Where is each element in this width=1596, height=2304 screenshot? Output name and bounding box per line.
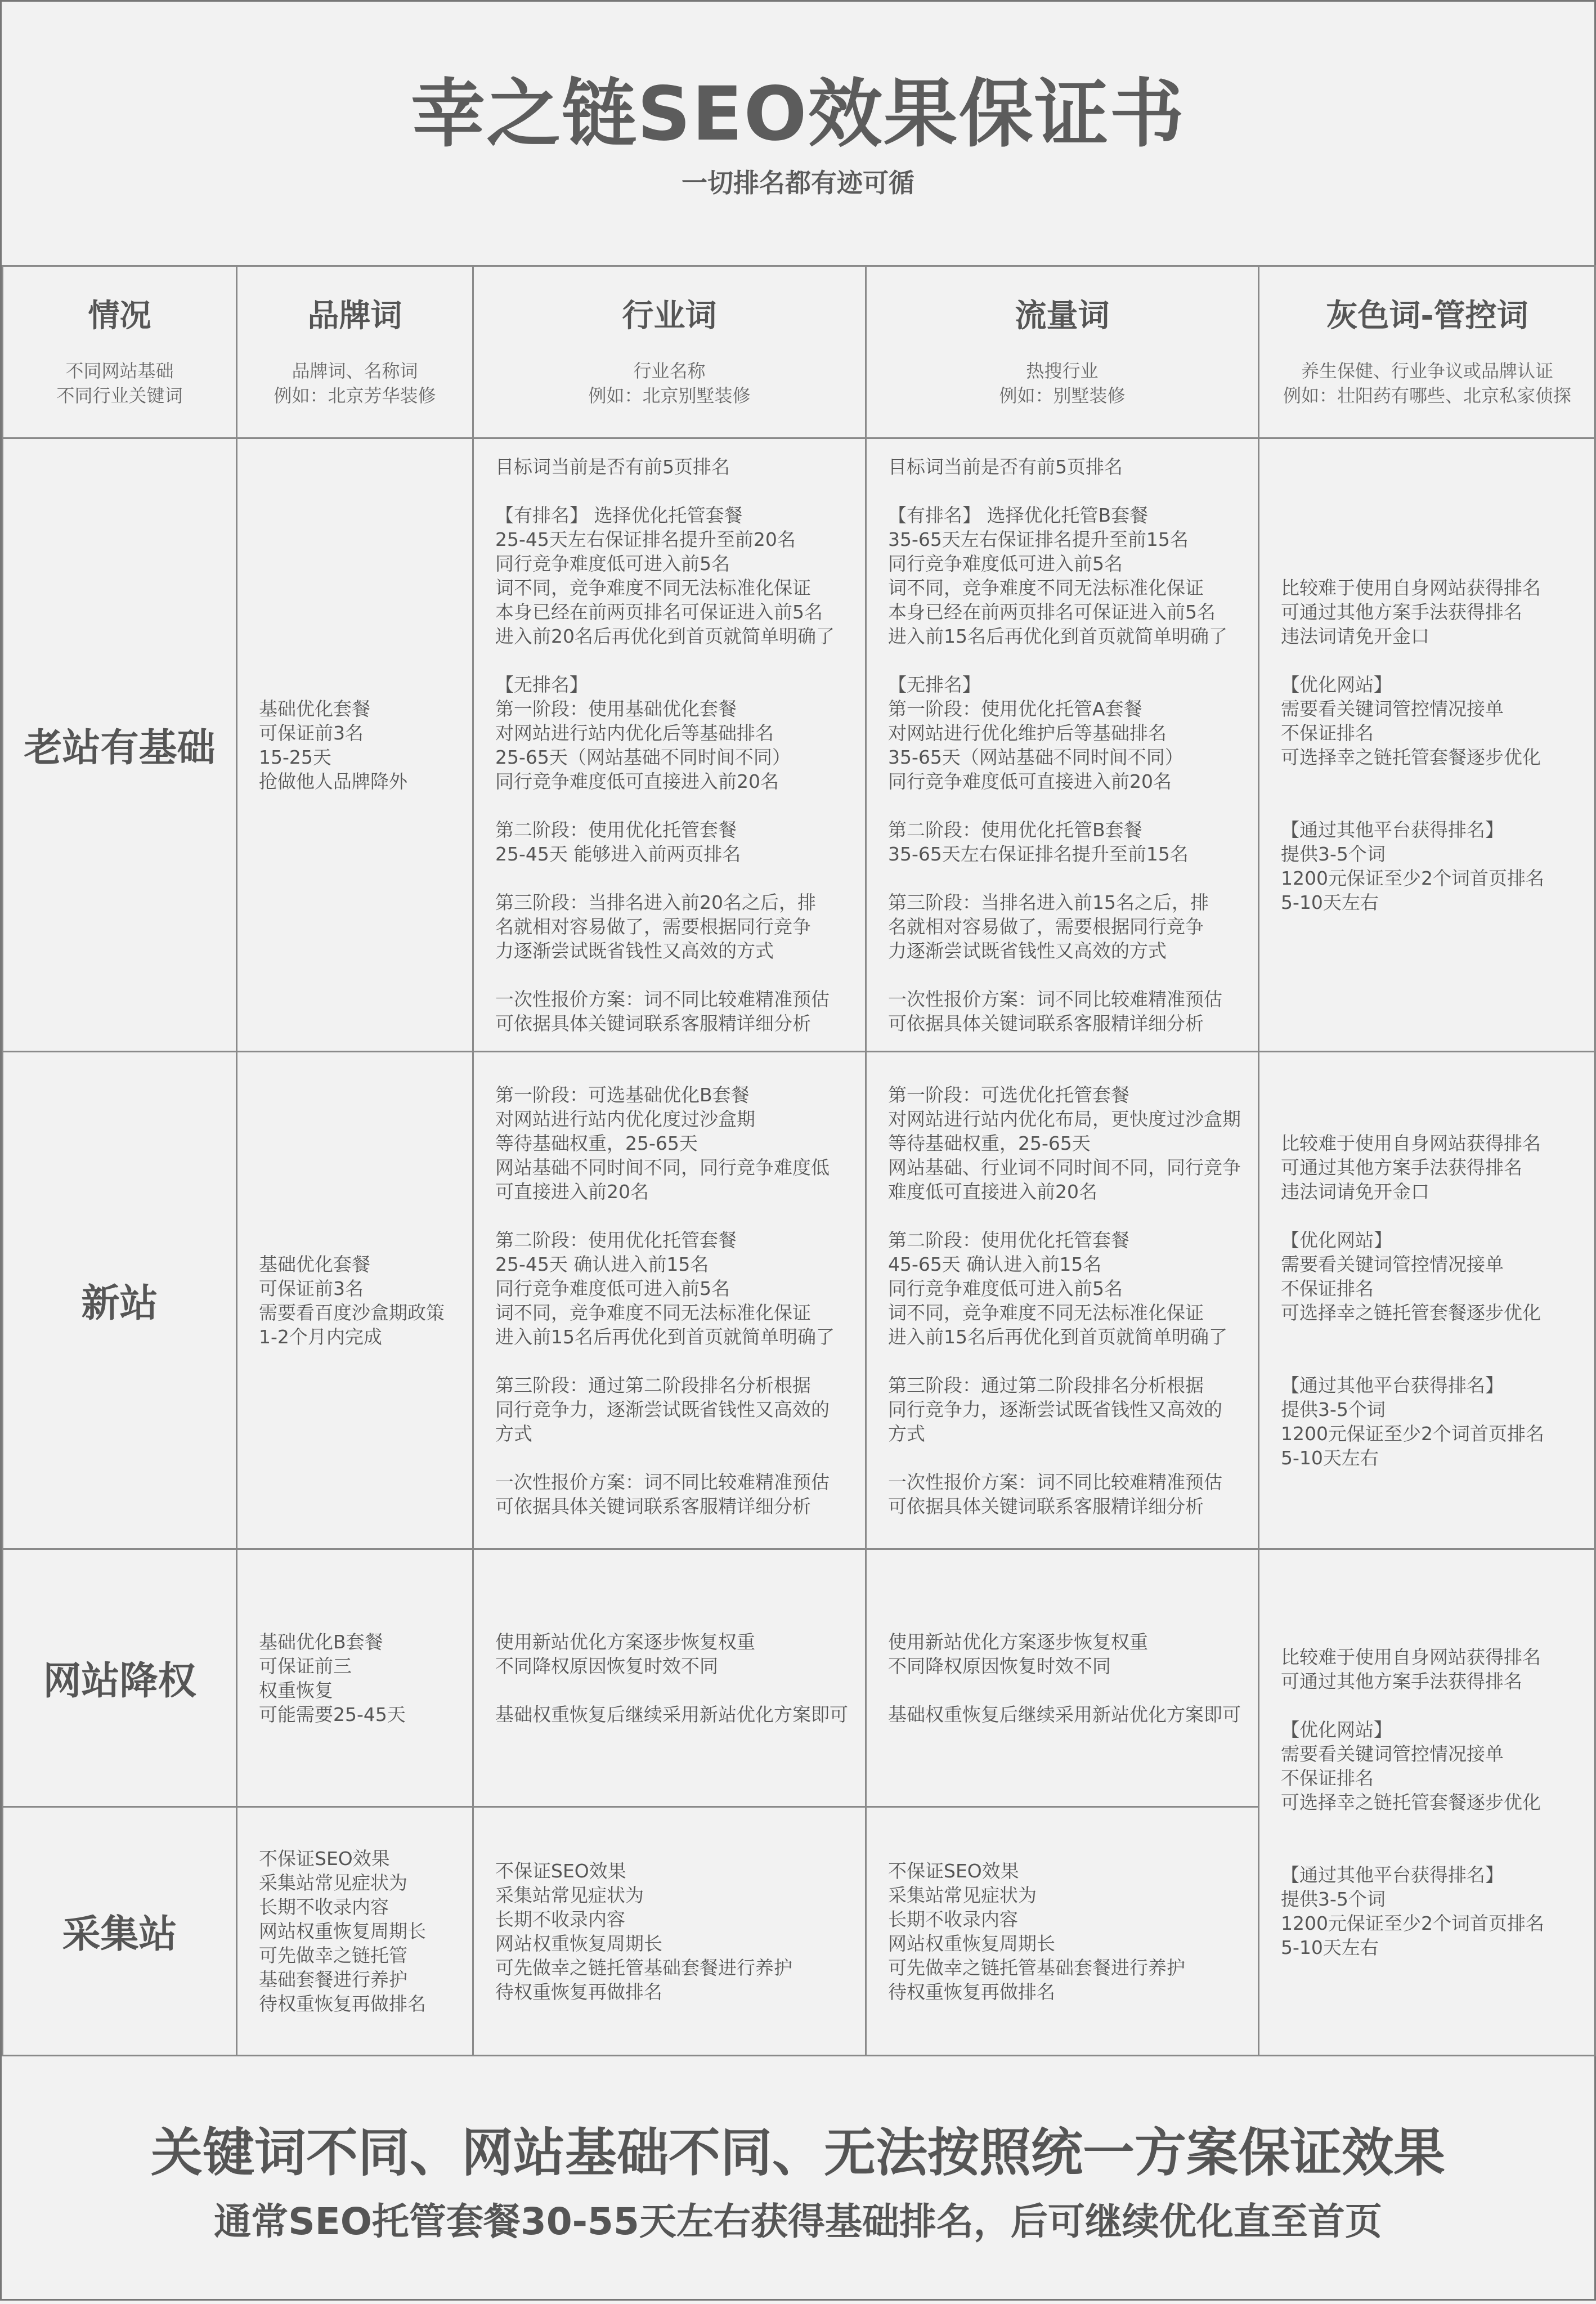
cell-line: 不保证排名: [1281, 1767, 1374, 1789]
cell-line: [495, 1349, 865, 1373]
cell-line: 不同降权原因恢复时效不同: [888, 1655, 1111, 1677]
cell-line: 需要看关键词管控情况接单: [1281, 1743, 1504, 1765]
industry-cell: [473, 438, 866, 1052]
cell-line: 同行竞争难度低可直接进入前20名: [495, 770, 779, 792]
cell-line: 词不同，竞争难度不同无法标准化保证: [888, 1301, 1204, 1324]
cell-line: 进入前15名后再优化到首页就简单明确了: [888, 625, 1227, 647]
cell-line: 第二阶段：使用优化托管B套餐: [888, 818, 1142, 841]
cell-line: 可先做幸之链托管基础套餐进行养护: [888, 1956, 1185, 1979]
column-heading: 灰色词-管控词: [1326, 297, 1528, 334]
cell-line: 【优化网站】: [1281, 673, 1392, 696]
cell-line: 待权重恢复再做排名: [259, 1993, 426, 2015]
cell-line: 采集站常见症状为: [495, 1884, 644, 1906]
cell-line: 同行竞争难度低可进入前5名: [495, 552, 730, 575]
cell-line: 需要看关键词管控情况接单: [1281, 1253, 1504, 1275]
cell-line: 25-45天 确认进入前15名: [495, 1253, 709, 1275]
cell-line: 可直接进入前20名: [495, 1180, 649, 1203]
row-label: 采集站: [3, 1807, 237, 2056]
cell-line: 本身已经在前两页排名可保证进入前5名: [495, 600, 823, 623]
cell-line: [1281, 769, 1595, 794]
cell-line: 方式: [888, 1422, 925, 1445]
page-title: 幸之链SEO效果保证书: [411, 71, 1185, 158]
cell-line: 违法词请免开金口: [1281, 625, 1429, 647]
cell-line: 本身已经在前两页排名可保证进入前5名: [888, 600, 1216, 623]
column-sub: 行业名称: [633, 360, 706, 382]
cell-line: 长期不收录内容: [259, 1896, 389, 1918]
cell-line: 权重恢复: [259, 1679, 333, 1701]
cell-line: 可依据具体关键词联系客服精详细分析: [495, 1495, 811, 1517]
cell-line: 不保证排名: [1281, 721, 1374, 744]
cell-line: [1281, 794, 1595, 818]
cell-line: 基础优化套餐: [259, 697, 370, 720]
cell-line: [1281, 1839, 1595, 1863]
cell-line: 5-10天左右: [1281, 891, 1379, 913]
cell-line: [888, 794, 1258, 818]
cell-line: 同行竞争力，逐渐尝试既省钱性又高效的: [888, 1398, 1222, 1420]
cell-line: 不同降权原因恢复时效不同: [495, 1655, 718, 1677]
row-label: 老站有基础: [3, 438, 237, 1052]
cell-line: 不保证SEO效果: [888, 1859, 1019, 1882]
cell-line: 一次性报价方案：词不同比较难精准预估: [495, 988, 830, 1010]
traffic-cell: [866, 1549, 1259, 1807]
cell-line: 可通过其他方案手法获得排名: [1281, 1670, 1522, 1692]
cell-line: 基础权重恢复后继续采用新站优化方案即可: [888, 1703, 1241, 1725]
brand-cell: [237, 1807, 473, 2056]
cell-line: 第二阶段：使用优化托管套餐: [495, 1229, 737, 1251]
cell-line: 方式: [495, 1422, 532, 1445]
cell-line: 可保证前3名: [259, 721, 364, 744]
seo-plan-table: [2, 265, 1596, 2056]
cell-line: 进入前20名后再优化到首页就简单明确了: [495, 625, 835, 647]
table-header-row: [3, 266, 1596, 438]
cell-line: 长期不收录内容: [495, 1908, 625, 1930]
cell-line: [495, 794, 865, 818]
column-header-situation: [3, 266, 237, 438]
cell-line: 名就相对容易做了，需要根据同行竞争: [495, 915, 811, 938]
cell-line: [1281, 1204, 1595, 1228]
cell-line: 第一阶段：使用基础优化套餐: [495, 697, 737, 720]
cell-line: 第三阶段：当排名进入前20名之后，排: [495, 891, 816, 913]
cell-line: 力逐渐尝试既省钱性又高效的方式: [495, 939, 774, 962]
cell-line: 词不同，竞争难度不同无法标准化保证: [495, 1301, 811, 1324]
cell-line: [1281, 1325, 1595, 1349]
cell-line: 基础优化B套餐: [259, 1630, 383, 1653]
cell-line: 可选择幸之链托管套餐逐步优化: [1281, 1791, 1541, 1813]
cell-line: 一次性报价方案：词不同比较难精准预估: [888, 988, 1222, 1010]
cell-line: [888, 479, 1258, 503]
cell-line: [495, 1204, 865, 1228]
brand-cell: [237, 438, 473, 1052]
cell-line: 需要看百度沙盒期政策: [259, 1301, 445, 1324]
column-header-industry: [473, 266, 866, 438]
cell-line: [495, 866, 865, 890]
brand-cell: [237, 1549, 473, 1807]
cell-line: 45-65天 确认进入前15名: [888, 1253, 1102, 1275]
cell-line: 基础套餐进行养护: [259, 1969, 407, 1991]
cell-line: 可依据具体关键词联系客服精详细分析: [495, 1012, 811, 1034]
column-header-gray: [1259, 266, 1596, 438]
cell-line: 难度低可直接进入前20名: [888, 1180, 1097, 1203]
industry-cell: [473, 1549, 866, 1807]
cell-line: 比较难于使用自身网站获得排名: [1281, 1132, 1541, 1154]
cell-line: 可依据具体关键词联系客服精详细分析: [888, 1495, 1204, 1517]
cell-line: [1281, 648, 1595, 673]
traffic-cell: [866, 438, 1259, 1052]
cell-line: 进入前15名后再优化到首页就简单明确了: [888, 1325, 1227, 1348]
cell-line: 提供3-5个词: [1281, 1888, 1386, 1910]
cell-line: 【无排名】: [888, 673, 981, 696]
table-row-downgraded: [3, 1549, 1596, 1807]
cell-line: 名就相对容易做了，需要根据同行竞争: [888, 915, 1204, 938]
cell-line: 可保证前三: [259, 1655, 352, 1677]
brand-cell: [237, 1052, 473, 1549]
cell-line: 目标词当前是否有前5页排名: [495, 455, 730, 478]
cell-line: [888, 1204, 1258, 1228]
cell-line: 可依据具体关键词联系客服精详细分析: [888, 1012, 1204, 1034]
column-header-brand: [237, 266, 473, 438]
cell-line: 可能需要25-45天: [259, 1703, 406, 1725]
cell-line: 第三阶段：通过第二阶段排名分析根据: [495, 1374, 811, 1396]
column-sub: 不同网站基础: [65, 360, 174, 382]
cell-line: 可选择幸之链托管套餐逐步优化: [1281, 1301, 1541, 1324]
cell-line: 25-65天（网站基础不同时间不同）: [495, 746, 791, 768]
cell-line: 一次性报价方案：词不同比较难精准预估: [495, 1471, 830, 1493]
gray-cell: [1259, 1052, 1596, 1549]
cell-line: 第一阶段：可选基础优化B套餐: [495, 1083, 750, 1106]
cell-line: 【有排名】 选择优化托管套餐: [495, 504, 743, 526]
cell-line: 【通过其他平台获得排名】: [1281, 1864, 1504, 1886]
gray-cell: [1259, 438, 1596, 1052]
cell-line: 基础优化套餐: [259, 1253, 370, 1275]
cell-line: 35-65天左右保证排名提升至前15名: [888, 842, 1189, 865]
page-subtitle: 一切排名都有迹可循: [682, 168, 914, 198]
cell-line: 不保证排名: [1281, 1277, 1374, 1299]
footer-statement: 关键词不同、网站基础不同、无法按照统一方案保证效果: [150, 2123, 1445, 2183]
cell-line: 第三阶段：当排名进入前15名之后，排: [888, 891, 1209, 913]
cell-line: [495, 479, 865, 503]
document-footer: [2, 2055, 1594, 2304]
cell-line: 同行竞争难度低可进入前5名: [888, 552, 1123, 575]
column-sub: 例如：壮阳药有哪些、北京私家侦探: [1283, 384, 1571, 406]
column-heading: 情况: [88, 297, 151, 334]
cell-line: 网站基础、行业词不同时间不同，同行竞争: [888, 1156, 1241, 1178]
gray-cell: [1259, 1549, 1596, 2056]
cell-line: 不保证SEO效果: [495, 1859, 626, 1882]
cell-line: 对网站进行站内优化布局，更快度过沙盒期: [888, 1108, 1241, 1130]
cell-line: 需要看关键词管控情况接单: [1281, 697, 1504, 720]
cell-line: [495, 1446, 865, 1470]
traffic-cell: [866, 1807, 1259, 2056]
cell-line: 【通过其他平台获得排名】: [1281, 818, 1504, 841]
cell-line: 使用新站优化方案逐步恢复权重: [888, 1630, 1148, 1653]
column-header-traffic: [866, 266, 1259, 438]
cell-line: 基础权重恢复后继续采用新站优化方案即可: [495, 1703, 848, 1725]
cell-line: 长期不收录内容: [888, 1908, 1018, 1930]
cell-line: 25-45天左右保证排名提升至前20名: [495, 528, 796, 550]
column-sub: 例如：北京别墅装修: [588, 384, 751, 406]
table-row-old-site: [3, 438, 1596, 1052]
cell-line: 【优化网站】: [1281, 1719, 1392, 1741]
row-label: 网站降权: [3, 1549, 237, 1807]
cell-line: 35-65天左右保证排名提升至前15名: [888, 528, 1189, 550]
column-heading: 流量词: [1015, 297, 1110, 334]
cell-line: 违法词请免开金口: [1281, 1180, 1429, 1203]
cell-line: [888, 963, 1258, 987]
cell-line: 1200元保证至少2个词首页排名: [1281, 867, 1544, 889]
cell-line: 比较难于使用自身网站获得排名: [1281, 576, 1541, 599]
cell-line: [888, 1349, 1258, 1373]
document-header: [2, 2, 1594, 266]
cell-line: [888, 1446, 1258, 1470]
cell-line: [1281, 1814, 1595, 1839]
cell-line: 采集站常见症状为: [259, 1872, 407, 1894]
cell-line: [495, 1678, 865, 1702]
column-sub: 品牌词、名称词: [292, 360, 418, 382]
cell-line: 可先做幸之链托管: [259, 1944, 407, 1966]
cell-line: [1281, 1693, 1595, 1718]
cell-line: 第二阶段：使用优化托管套餐: [495, 818, 737, 841]
cell-line: 一次性报价方案：词不同比较难精准预估: [888, 1471, 1222, 1493]
cell-line: 词不同，竞争难度不同无法标准化保证: [888, 576, 1204, 599]
column-sub: 热搜行业: [1026, 360, 1099, 382]
column-sub: 养生保健、行业争议或品牌认证: [1301, 360, 1553, 382]
industry-cell: [473, 1052, 866, 1549]
cell-line: 同行竞争难度低可进入前5名: [495, 1277, 730, 1299]
cell-line: 25-45天 能够进入前两页排名: [495, 842, 741, 865]
cell-line: 等待基础权重，25-65天: [888, 1132, 1091, 1154]
cell-line: 【无排名】: [495, 673, 588, 696]
cell-line: 【有排名】 选择优化托管B套餐: [888, 504, 1149, 526]
cell-line: 5-10天左右: [1281, 1446, 1379, 1469]
cell-line: 同行竞争难度低可直接进入前20名: [888, 770, 1172, 792]
cell-line: 第一阶段：使用优化托管A套餐: [888, 697, 1142, 720]
cell-line: 比较难于使用自身网站获得排名: [1281, 1646, 1541, 1668]
cell-line: 【通过其他平台获得排名】: [1281, 1374, 1504, 1396]
cell-line: 词不同，竞争难度不同无法标准化保证: [495, 576, 811, 599]
cell-line: 可通过其他方案手法获得排名: [1281, 1156, 1522, 1178]
traffic-cell: [866, 1052, 1259, 1549]
cell-line: 对网站进行站内优化度过沙盒期: [495, 1108, 755, 1130]
cell-line: [1281, 1349, 1595, 1373]
footer-note: 通常SEO托管套餐30-55天左右获得基础排名，后可继续优化直至首页: [214, 2200, 1382, 2243]
cell-line: 15-25天: [259, 746, 331, 768]
cell-line: 网站权重恢复周期长: [888, 1932, 1055, 1955]
cell-line: 1-2个月内完成: [259, 1325, 382, 1348]
cell-line: 使用新站优化方案逐步恢复权重: [495, 1630, 755, 1653]
cell-line: 可先做幸之链托管基础套餐进行养护: [495, 1956, 792, 1979]
cell-line: [888, 648, 1258, 673]
cell-line: 5-10天左右: [1281, 1937, 1379, 1958]
industry-cell: [473, 1807, 866, 2056]
cell-line: 可通过其他方案手法获得排名: [1281, 600, 1522, 623]
cell-line: 对网站进行站内优化后等基础排名: [495, 721, 774, 744]
cell-line: 可保证前3名: [259, 1277, 364, 1299]
cell-line: 可选择幸之链托管套餐逐步优化: [1281, 746, 1541, 768]
column-heading: 品牌词: [307, 297, 402, 334]
cell-line: 提供3-5个词: [1281, 1398, 1386, 1420]
cell-line: 网站基础不同时间不同，同行竞争难度低: [495, 1156, 830, 1178]
cell-line: 目标词当前是否有前5页排名: [888, 455, 1123, 478]
cell-line: 1200元保证至少2个词首页排名: [1281, 1422, 1544, 1445]
cell-line: 网站权重恢复周期长: [259, 1920, 426, 1942]
cell-line: 同行竞争力，逐渐尝试既省钱性又高效的: [495, 1398, 830, 1420]
cell-line: 待权重恢复再做排名: [888, 1980, 1055, 2003]
cell-line: 对网站进行优化维护后等基础排名: [888, 721, 1167, 744]
cell-line: [495, 648, 865, 673]
cell-line: 采集站常见症状为: [888, 1884, 1037, 1906]
cell-line: [888, 866, 1258, 890]
cell-line: 提供3-5个词: [1281, 842, 1386, 865]
cell-line: 力逐渐尝试既省钱性又高效的方式: [888, 939, 1167, 962]
cell-line: 【优化网站】: [1281, 1229, 1392, 1251]
column-sub: 例如：别墅装修: [999, 384, 1126, 406]
cell-line: 第三阶段：通过第二阶段排名分析根据: [888, 1374, 1204, 1396]
cell-line: 抢做他人品牌降外: [259, 770, 407, 792]
cell-line: 等待基础权重，25-65天: [495, 1132, 698, 1154]
cell-line: 1200元保证至少2个词首页排名: [1281, 1912, 1544, 1934]
cell-line: 待权重恢复再做排名: [495, 1980, 662, 2003]
column-sub: 不同行业关键词: [56, 384, 183, 406]
table-row-new-site: [3, 1052, 1596, 1549]
cell-line: 第一阶段：可选优化托管套餐: [888, 1083, 1129, 1106]
cell-line: [888, 1678, 1258, 1702]
cell-line: 第二阶段：使用优化托管套餐: [888, 1229, 1129, 1251]
cell-line: 进入前15名后再优化到首页就简单明确了: [495, 1325, 835, 1348]
column-sub: 例如：北京芳华装修: [274, 384, 436, 406]
cell-line: 同行竞争难度低可进入前5名: [888, 1277, 1123, 1299]
row-label: 新站: [3, 1052, 237, 1549]
cell-line: 网站权重恢复周期长: [495, 1932, 662, 1955]
cell-line: 不保证SEO效果: [259, 1848, 390, 1870]
cell-line: [495, 963, 865, 987]
column-heading: 行业词: [622, 297, 717, 334]
cell-line: 35-65天（网站基础不同时间不同）: [888, 746, 1183, 768]
